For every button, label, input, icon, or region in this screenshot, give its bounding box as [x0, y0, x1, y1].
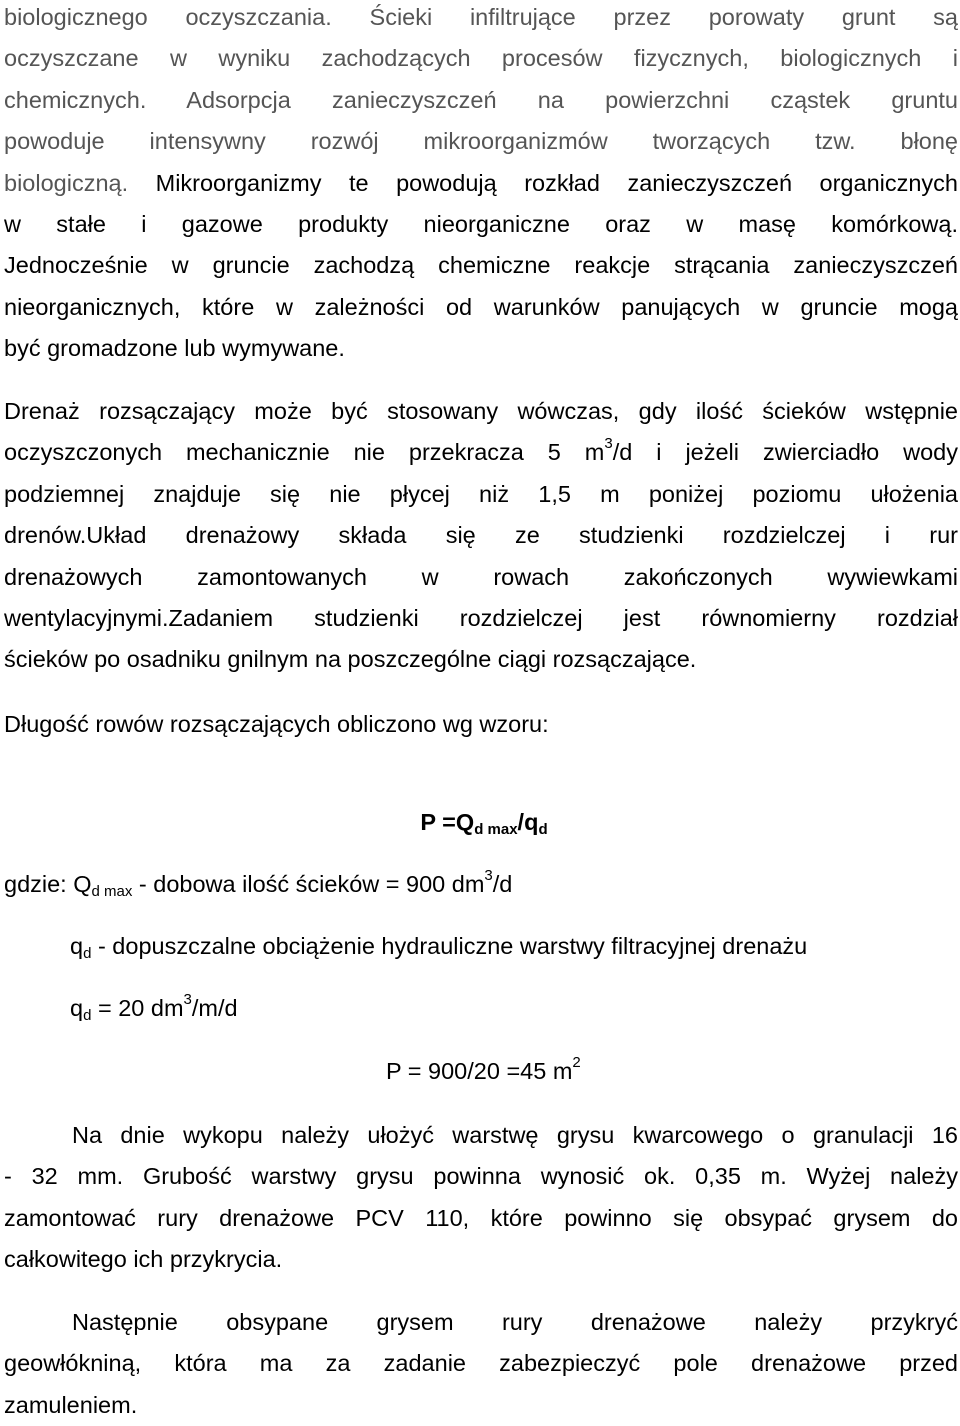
text-run: q	[70, 995, 84, 1021]
text-line	[4, 1051, 958, 1092]
text-line: biologicznego oczyszczania. Ścieki infiltrujące przez porowaty grunt są	[4, 4, 958, 30]
text-run: gdzie: Q	[4, 871, 92, 897]
superscript: 3	[484, 867, 493, 884]
text-line: zamuleniem.	[4, 1391, 138, 1418]
paragraph-gravel	[4, 1115, 958, 1281]
text-line: zamontować rury drenażowe PCV 110, które powinno się obsypać grysem do	[4, 1204, 958, 1231]
text-line: w stałe i gazowe produkty nieorganiczne oraz w masę komórkową.	[4, 210, 958, 237]
text-line: oczyszczane w wyniku zachodzących procesów fizycznych, biologicznych i	[4, 45, 958, 72]
paragraph-treatment	[4, 0, 958, 370]
text-line: powoduje intensywny rozwój mikroorganizmów tworzących tzw. błonę	[4, 128, 958, 155]
formula-line	[4, 802, 958, 843]
formula-main	[4, 802, 958, 843]
qd-definition	[4, 926, 958, 967]
text-line: - 32 mm. Grubość warstwy grysu powinna wynosić ok. 0,35 m. Wyżej należy	[4, 1163, 958, 1190]
text-line: drenażowych zamontowanych w rowach zakończonych wywiewkami	[4, 563, 958, 590]
text-line: Drenaż rozsączający może być stosowany wówczas, gdy ilość ścieków wstępnie	[4, 398, 958, 424]
text-line	[70, 926, 958, 967]
text-line	[70, 988, 958, 1029]
text-run: oczyszczonych mechanicznie nie przekracza 5 m	[4, 439, 605, 466]
text-line: być gromadzone lub wymywane.	[4, 335, 345, 362]
formula-text: /q	[517, 809, 539, 835]
text-line: nieorganicznych, które w zależności od warunków panujących w gruncie mogą	[4, 293, 958, 320]
text-run: q	[70, 933, 84, 959]
text-run: - dopuszczalne obciążenie hydrauliczne warstwy filtracyjnej drenażu	[91, 933, 808, 959]
formula-text: P =Q	[420, 809, 475, 835]
text-run: /d	[492, 871, 513, 897]
qd-value	[4, 988, 958, 1029]
paragraph-drainage	[4, 391, 958, 681]
text-run: /d i jeżeli zwierciadło wody	[612, 439, 958, 466]
text-run: P = 900/20 =45 m	[386, 1058, 573, 1084]
subscript: d	[83, 945, 92, 962]
text-line: Długość rowów rozsączających obliczono wg wzoru:	[4, 711, 549, 737]
text-line: ścieków po osadniku gnilnym na poszczególne ciągi rozsączające.	[4, 646, 697, 673]
text-run: = 20 dm	[91, 995, 184, 1021]
text-line	[4, 864, 958, 905]
text-run: /m/d	[191, 995, 238, 1021]
subscript: d max	[474, 821, 518, 838]
text-run: - dobowa ilość ścieków = 900 dm	[132, 871, 485, 897]
superscript: 3	[183, 991, 192, 1008]
text-line: drenów.Układ drenażowy składa się ze studzienki rozdzielczej i rur	[4, 522, 958, 549]
formula-where	[4, 864, 958, 905]
text-line	[4, 163, 958, 204]
text-line: geowłókniną, która ma za zadanie zabezpieczyć pole drenażowe przed	[4, 1350, 958, 1377]
formula-result	[4, 1051, 958, 1092]
superscript: 3	[604, 435, 613, 453]
text-line: Następnie obsypane grysem rury drenażowe należy przykryć	[72, 1309, 958, 1335]
text-line	[4, 432, 958, 473]
text-line: podziemnej znajduje się nie płycej niż 1,5 m poniżej poziomu ułożenia	[4, 480, 958, 507]
text-line: Jednocześnie w gruncie zachodzą chemiczne reakcje strącania zanieczyszczeń	[4, 252, 958, 279]
subscript: d max	[91, 883, 133, 900]
text-run: Mikroorganizmy te powodują rozkład zanieczyszczeń organicznych	[128, 169, 958, 196]
subscript: d	[538, 821, 548, 838]
text-run: biologiczną.	[4, 169, 129, 196]
text-line: całkowitego ich przykrycia.	[4, 1246, 283, 1273]
paragraph-geotextile	[4, 1302, 958, 1426]
superscript: 2	[572, 1054, 581, 1071]
subscript: d	[83, 1007, 92, 1024]
text-line: chemicznych. Adsorpcja zanieczyszczeń na powierzchni cząstek gruntu	[4, 86, 958, 113]
text-line: Na dnie wykopu należy ułożyć warstwę grysu kwarcowego o granulacji 16	[72, 1122, 958, 1148]
text-line: wentylacyjnymi.Zadaniem studzienki rozdzielczej jest równomierny rozdział	[4, 604, 958, 631]
formula-intro	[4, 704, 958, 745]
